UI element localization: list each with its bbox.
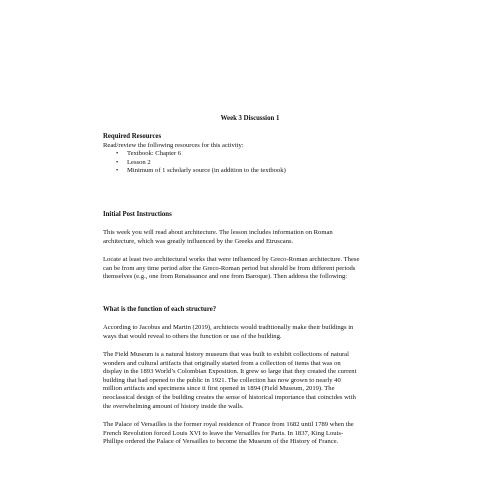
paragraph-line: Phillipe ordered the Palace of Versailles to become the Museum of the History of France. [103, 438, 339, 446]
paragraph-line: can be from any time period after the Greco-Roman period but should be from different periods [103, 264, 356, 272]
paragraph-line: According to Jacobus and Martin (2019), architects would traditionally make their buildings in [103, 324, 354, 331]
function-heading: What is the function of each structure? [103, 306, 217, 313]
resources-intro: Read/review the following resources for this activity: [103, 141, 244, 149]
instructions-paragraph-2 [103, 256, 403, 282]
paragraph-line: million artifacts and specimens since it first opened in 1894 (Field Museum, 2019). The [103, 385, 335, 393]
paragraph-line: ways that would reveal to others the function or use of the building. [103, 332, 282, 340]
paragraph-line: The Palace of Versailles is the former royal residence of France from 1682 until 1789 when the [103, 421, 354, 428]
list-item: • Textbook: Chapter 6 [103, 150, 403, 159]
paragraph-line: display in the 1893 World’s Colombian Exposition. It grew so large that they created the current [103, 368, 357, 376]
paragraph-line: Locate at least two architectural works that were influenced by Greco-Roman architecture. These [103, 256, 360, 263]
paragraph-line: wonders and cultural artifacts that originally started from a collection of items that was on [103, 359, 341, 367]
paragraph-line: This week you will read about architecture. The lesson includes information on Roman [103, 229, 333, 236]
paragraph-line: themselves (e.g., one from Renaissance and one from Baroque). Then address the following: [103, 273, 348, 281]
resources-section [103, 133, 403, 176]
paragraph-line: building that had opened to the public in 1921. The collection has now grown to nearly 40 [103, 376, 341, 384]
function-paragraph-2 [103, 351, 403, 411]
paragraph-line: French Revolution forced Louis XVI to leave the Versailles for Paris. In 1837, King Louis- [103, 429, 344, 437]
resources-list [103, 150, 403, 176]
list-item: • Lesson 2 [103, 159, 403, 168]
function-paragraph-3 [103, 421, 403, 447]
instructions-heading: Initial Post Instructions [103, 211, 172, 218]
instructions-section [103, 211, 403, 220]
function-paragraph-1 [103, 324, 403, 341]
paragraph-line: The Field Museum is a natural history museum that was built to exhibit collections of natural [103, 351, 349, 358]
resources-heading: Required Resources [103, 133, 162, 140]
document-title: Week 3 Discussion 1 [220, 115, 280, 122]
paragraph-line: architecture, which was greatly influenced by the Greeks and Etruscans. [103, 237, 294, 245]
instructions-paragraph-1 [103, 229, 403, 246]
paragraph-line: the overwhelming amount of history inside the walls. [103, 402, 244, 410]
function-section [103, 306, 403, 315]
list-item: • Minimum of 1 scholarly source (in addition to the textbook) [103, 167, 403, 176]
paragraph-line: neoclassical design of the building creates the sense of historical importance that coincides with [103, 393, 356, 401]
